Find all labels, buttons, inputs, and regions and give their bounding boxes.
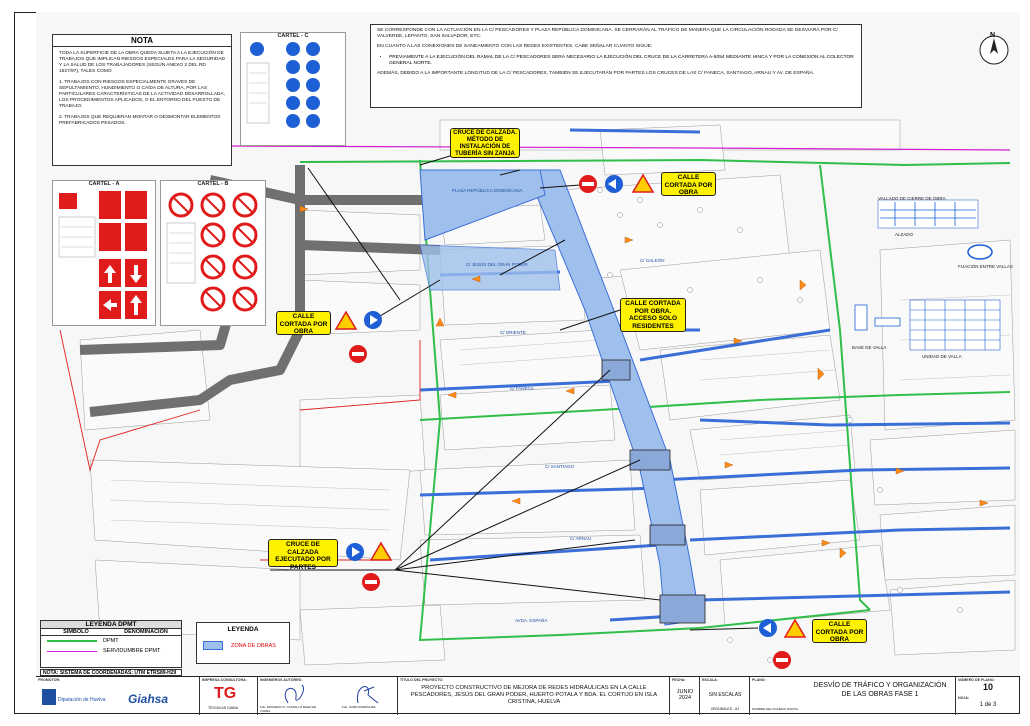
cartel-b bbox=[160, 180, 266, 326]
legend-dpmt-col-name: DENOMINACIÓN bbox=[124, 629, 168, 635]
firma-1: Fdo. EDUARDO D. CASTELLÓ BAEZ DE VIGIRA bbox=[260, 705, 316, 713]
detail-vallado: VALLADO DE CIERRE DE OBRA bbox=[878, 196, 946, 201]
coordinate-note: NOTA: SISTEMA DE COORDENADAS: UTM ETRS89-H29 bbox=[40, 669, 182, 676]
cartel-b-title: CARTEL - B bbox=[197, 181, 229, 187]
detail-fijacion: FIJACIÓN ENTRE VALLAS bbox=[958, 264, 1013, 269]
callout-calle-cortada-3: CALLE CORTADA POR OBRA bbox=[812, 619, 867, 643]
top-note-p3: ADEMÁS, DEBIDO A LA IMPORTANTE LONGITUD DE LA C/ PESCADORES, TAMBIÉN SE EJECUTARÁN POR PARTES LOS CRUCES DE LAS C/ FANECA, SANTIAGO, ARNAU Y AV. DE ESPAÑA. bbox=[377, 71, 815, 77]
nota-title: NOTA bbox=[53, 35, 231, 47]
consultora-label: EMPRESA CONSULTORA: bbox=[202, 678, 247, 682]
legend-dpmt-green-line bbox=[47, 640, 97, 642]
titulo-label: TÍTULO DEL PROYECTO: bbox=[400, 678, 444, 682]
titulo-cell bbox=[398, 677, 670, 715]
promotor-cell bbox=[36, 677, 200, 715]
legend-dpmt-col-symbol: SÍMBOLO bbox=[63, 629, 89, 635]
nota-paragraph-3: 2. TRABAJOS QUE REQUIERAN MONTAR O DESMONTAR ELEMENTOS PREFABRICADOS PESADOS. bbox=[59, 115, 221, 126]
street-label-santiago: C/ SANTIAGO bbox=[545, 464, 575, 469]
street-label-arnau: C/ ARNAU bbox=[570, 536, 592, 541]
nota-paragraph-2: 1. TRABAJOS CON RIESGOS ESPECIALMENTE GRAVES DE SEPULTAMIENTO, HUNDIMIENTO O CAÍDA DE ALTURA, POR LAS PARTICULARES CARACTERÍSTICAS DE LA ACTIVIDAD DESARROLLADA, LOS PROCEDIMIENTOS APLICADOS, O EL ENTORNO DEL PUESTO DE TRABAJO. bbox=[59, 80, 225, 109]
legend-dpmt-row-2: SERVIDUMBRE DPMT bbox=[103, 648, 161, 654]
plano-cell bbox=[750, 677, 956, 715]
street-label-galeon: C/ GALEÓN bbox=[640, 258, 665, 263]
fecha-value: JUNIO 2024 bbox=[676, 689, 694, 701]
cartel-c bbox=[240, 32, 346, 146]
cartel-a-signs bbox=[53, 187, 155, 323]
street-label-plaza: PLAZA REPÚBLICA DOMINICANA bbox=[452, 188, 523, 193]
legend-obras bbox=[196, 622, 290, 664]
top-note-bullet: • PREVIAMENTE A LA EJECUCIÓN DEL RAMAL DE LA C/ PESCADORES SERÁ NECESARIO LA EJECUCIÓN DEL CRUCE DE LA CARRETERA A-5054 MEDIANTE HINCA Y POR LA CONEXIÓN AL COLECTOR GENERAL NORTE. bbox=[389, 55, 855, 67]
fecha-label: FECHA: bbox=[672, 678, 686, 682]
legend-zona-label: ZONA DE OBRAS bbox=[231, 642, 276, 649]
numero-cell bbox=[956, 677, 1020, 715]
legend-dpmt bbox=[40, 620, 182, 668]
callout-cruce-partes: CRUCE DE CALZADA EJECUTADO POR PARTES bbox=[268, 539, 338, 567]
callout-cruce-calzada: CRUCE DE CALZADA. MÉTODO DE INSTALACIÓN DE TUBERÍA SIN ZANJA bbox=[450, 128, 520, 158]
detail-base-valla: BASE DE VALLA bbox=[852, 345, 887, 350]
svg-text:Giahsa: Giahsa bbox=[128, 692, 169, 706]
cartel-b-signs bbox=[161, 187, 265, 323]
detail-alzado: ALZADO bbox=[895, 232, 914, 237]
promotor-label: PROMOTOR: bbox=[38, 678, 61, 682]
callout-calle-cortada-acceso: CALLE CORTADA POR OBRA. ACCESO SOLO RESIDENTES bbox=[620, 298, 686, 332]
top-note-p1: SE CORRESPONDE CON LA ACTUACIÓN EN LA C/ PESCADORES Y PLAZA REPÚBLICA DOMINICANA. SE CERRARÁN AL TRÁFICO DE MANERA QUE LA CIRCULACIÓN RODADA SE DESVIARÁ POR C/ VALVERDE, LEPANTO, SAN SALVADOR, ETC. bbox=[377, 28, 838, 40]
project-title: PROYECTO CONSTRUCTIVO DE MEJORA DE REDES HIDRÁULICAS EN LA CALLE PESCADORES, JESÚS DEL GRAN PODER, HUERTO POTALA Y BDA. EL CORTIJO EN ISLA CRISTINA, HUELVA bbox=[410, 685, 658, 705]
street-label-avda-espana: AVDA. ESPAÑA bbox=[515, 618, 548, 623]
escala-label: ESCALA: bbox=[702, 678, 718, 682]
callout-calle-cortada-2: CALLE CORTADA POR OBRA bbox=[276, 311, 331, 335]
cartel-c-signs bbox=[241, 39, 345, 143]
plan-number: 10 bbox=[982, 682, 993, 692]
fecha-cell bbox=[670, 677, 700, 715]
hoja-label: HOJA: bbox=[958, 696, 970, 700]
top-note-p2: EN CUANTO A LAS CONEXIONES DE SANEAMIENTO CON LAS REDES EXISTENTES, CABE SEÑALAR CUANTO SIGUE: bbox=[377, 44, 653, 50]
plano-label: PLANO: bbox=[752, 678, 766, 682]
street-label-oriente: C/ ORIENTE bbox=[500, 330, 526, 335]
tg-logo: TG bbox=[214, 685, 237, 702]
firma-2: Fdo. JOSÉ RODRÍGUEZ bbox=[342, 705, 376, 709]
legend-zona-swatch bbox=[203, 641, 223, 650]
escala-cell bbox=[700, 677, 750, 715]
callout-calle-cortada-1: CALLE CORTADA POR OBRA bbox=[661, 172, 716, 196]
north-label: N bbox=[990, 32, 996, 39]
escala-value: SIN ESCALAS bbox=[708, 692, 742, 698]
originales-label: ORIGINALES - A1 bbox=[710, 707, 740, 711]
legend-dpmt-title: LEYENDA DPMT bbox=[41, 621, 181, 629]
consultora-cell bbox=[200, 677, 258, 715]
legend-obras-title: LEYENDA bbox=[227, 626, 259, 633]
ingenieros-label: INGENIEROS AUTORES: bbox=[260, 678, 303, 682]
title-block bbox=[36, 676, 1020, 715]
nota-box bbox=[52, 34, 232, 166]
hoja-value: 1 de 3 bbox=[979, 702, 997, 708]
left-strip bbox=[14, 12, 37, 672]
nota-paragraph-1: TODA LA SUPERFICIE DE LA OBRA QUEDA SUJETA A LA EJECUCIÓN DE TRABAJOS QUE IMPLICAN RIESGOS ESPECIALES PARA LA SEGURIDAD Y LA SALUD DE LOS TRABAJADORES (SEGÚN ANEXO 2 DEL RD 1627/97), TALES COMO bbox=[59, 51, 225, 74]
svg-text:Diputación de Huelva: Diputación de Huelva bbox=[58, 697, 106, 703]
ingenieros-cell bbox=[258, 677, 398, 715]
legend-servidumbre-line bbox=[47, 651, 97, 652]
street-label-faneca: C/ FANECA bbox=[510, 386, 534, 391]
plano-title: DESVÍO DE TRÁFICO Y ORGANIZACIÓN DE LAS OBRAS FASE 1 bbox=[813, 682, 947, 698]
street-label-gran-poder: C/ JESÚS DEL GRAN PODER bbox=[466, 262, 528, 267]
legend-dpmt-row-1: DPMT bbox=[103, 638, 119, 644]
north-arrow-icon bbox=[976, 30, 1012, 66]
nombre-fichero-label: NOMBRE DEL FICHERO DIGITAL bbox=[752, 707, 799, 711]
tg-sub: TÉCNICAS GAIBA bbox=[208, 706, 239, 710]
cartel-a bbox=[52, 180, 156, 326]
num-label: NÚMERO DE PLANO: bbox=[958, 678, 995, 682]
top-note-box bbox=[370, 24, 862, 108]
detail-unidad-valla: UNIDAD DE VALLA bbox=[922, 354, 962, 359]
cartel-a-title: CARTEL - A bbox=[88, 181, 120, 187]
promotor-logos bbox=[36, 677, 196, 713]
cartel-c-title: CARTEL - C bbox=[277, 33, 309, 39]
